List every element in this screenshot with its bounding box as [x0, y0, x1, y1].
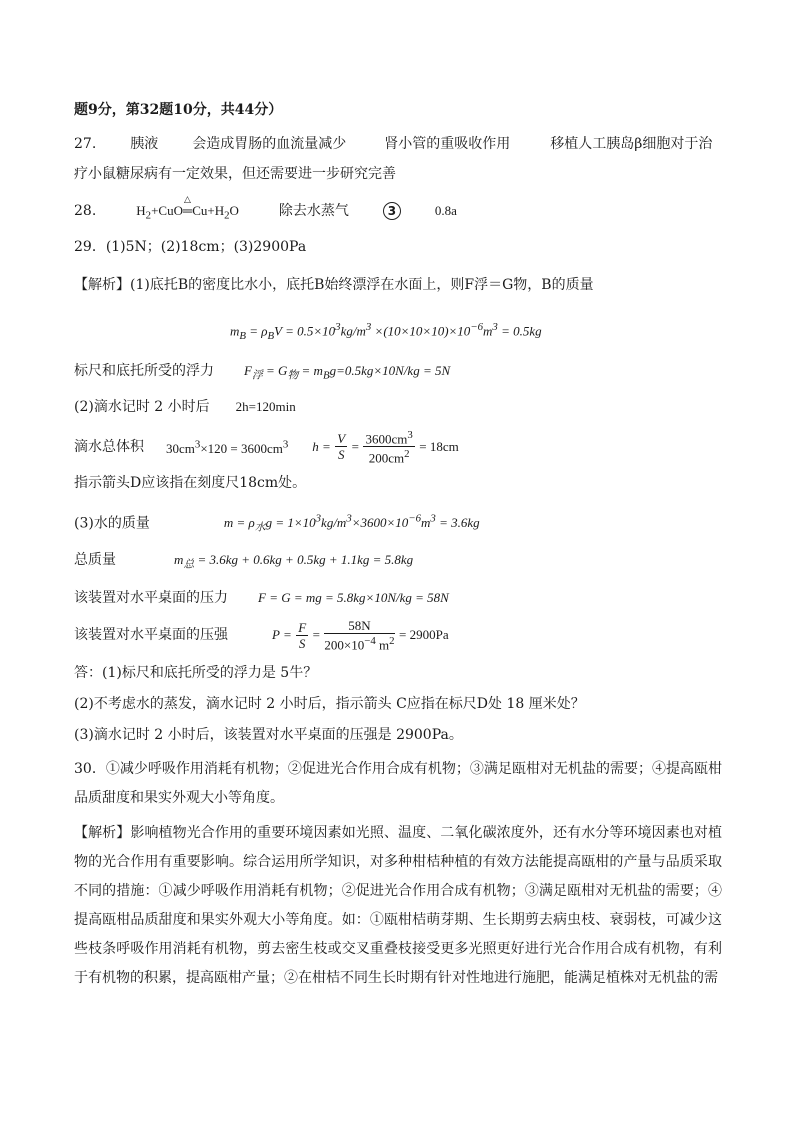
q28-answer-4: 0.8a — [434, 203, 457, 218]
q29-press-label: 该装置对水平桌面的压强 — [74, 627, 228, 644]
q30-answer: 30．①减少呼吸作用消耗有机物；②促进光合作用合成有机物；③满足瓯柑对无机盐的需要；④提高瓯柑品质甜度和果实外观大小等角度。 — [74, 761, 722, 806]
q29-eq-h-lhs: h = — [312, 438, 331, 454]
q30-analysis: 【解析】影响植物光合作用的重要环境因素如光照、温度、二氧化碳浓度外，还有水分等环境因素也对植物的光合作用有重要影响。综合运用所学知识，对多种柑桔种植的有效方法能提高瓯柑的产量与品质采取不同的措施：①减少呼吸作用消耗有机物；②促进光合作用合成有机物；③满足瓯柑对无机盐的需要；④提高瓯柑品质甜度和果实外观大小等角度。如：①瓯柑桔萌芽期、生长期剪去病虫枝、衰弱枝，可减少这些枝条呼吸作用消耗有机物，剪去密生枝或交叉重叠枝接受更多光照更好进行光合作用合成有机物，有利于有机物的积累，提高瓯柑产量；②在柑桔不同生长时期有针对性地进行施肥，能满足植株对无机盐的需 — [74, 825, 722, 986]
q27-line1 — [74, 135, 712, 153]
q29-eq-force: F = G = mg = 5.8kg×10N/kg = 58N — [258, 590, 449, 605]
q29-force-label: 该装置对水平桌面的压力 — [74, 590, 228, 606]
q29-eq-mass-b: $m_B = \rho_BV = 0.5\times 10^3kg/m^3 \times(10\times 10\times 10)\times 10^{-6}m^3 = 0.5kg$ — [230, 321, 542, 342]
q27-answer-3: 肾小管的重吸收作用 — [384, 136, 511, 152]
q29-answer: 29．(1)5N；(2)18cm；(3)2900Pa — [74, 239, 307, 255]
q29-ans-1: 答：(1)标尺和底托所受的浮力是 5牛？ — [74, 665, 318, 681]
q28-answer-3: 3 — [383, 202, 401, 220]
q29-ans-3: (3)滴水记时 2 小时后，该装置对水平桌面的压强是 2900Pa。 — [74, 727, 463, 743]
q29-buoy-row — [74, 362, 450, 385]
q29-p2-row — [74, 398, 296, 416]
q29-eq-h-result: = 18cm — [419, 438, 459, 454]
q29-p2-time: 2h=120min — [235, 399, 296, 414]
q29-vol-row: 滴水总体积 $30cm^3\times 120 = 3600cm^3$ h = $\frac{V}{S}$ = $\frac{3600cm^3}{200cm^2}$ = 18cm — [74, 429, 459, 466]
section-header: 题9分，第32题10分，共44分） — [74, 102, 283, 118]
q28-number: 28. — [74, 203, 97, 219]
q29-eq-press-frac2: $\frac{58N}{200\times 10^{-4} m^2}$ — [324, 618, 395, 653]
q27-line2: 疗小鼠糖尿病有一定效果，但还需要进一步研究完善 — [74, 166, 396, 182]
q29-eq-press-result: = 2900Pa — [399, 627, 449, 643]
q29-eq-vol: $30cm^3\times 120 = 3600cm^3$ — [166, 438, 289, 456]
q27-answer-4: 移植人工胰岛β细胞对于治 — [550, 136, 713, 152]
q27-number: 27. — [74, 136, 97, 152]
q29-eq-water: $m = \rho_水g = 1\times 10^3kg/m^3\times 3600\times 10^{-6}m^3 = 3.6kg$ — [223, 513, 480, 534]
q29-eq-press-frac1: $\frac{F}{S}$ — [298, 619, 307, 651]
q29-water-label: (3)水的质量 — [74, 515, 150, 532]
q29-water-row — [74, 510, 480, 537]
q29-force-row — [74, 589, 449, 607]
q29-eq-total: $m_总 = 3.6kg + 0.6kg + 0.5kg + 1.1kg = 5.8kg$ — [174, 552, 414, 571]
q29-eq-press-lhs: P = — [272, 627, 292, 643]
q29-p2-label: (2)滴水记时 2 小时后 — [74, 399, 210, 415]
q29-press-row: 该装置对水平桌面的压强 P = $\frac{F}{S}$ = $\frac{58N}{200\times 10^{-4} m^2}$ = 2900Pa — [74, 618, 449, 653]
q29-total-label: 总质量 — [74, 552, 116, 568]
q29-eq-h-frac2: $\frac{3600cm^3}{200cm^2}$ — [365, 429, 413, 466]
q28-answer-2: 除去水蒸气 — [278, 203, 349, 219]
q29-total-row — [74, 551, 413, 574]
q29-ans-2: (2)不考虑水的蒸发，滴水记时 2 小时后，指示箭头 C应指在标尺D处 18 厘米处？ — [74, 696, 585, 712]
q29-eq-buoy: $F_浮 = G_物 = m_Bg=0.5kg\times 10N/kg = 5N$ — [244, 363, 451, 382]
q29-eq-h-frac1: $\frac{V}{S}$ — [337, 431, 346, 463]
q28-equation: $H_2+CuO\triangle$ $═Cu+H_2O$ — [136, 203, 239, 218]
q28-line — [74, 202, 457, 225]
q29-arrow-note: 指示箭头D应该指在刻度尺18cm处。 — [74, 475, 307, 491]
q27-answer-2: 会造成胃肠的血流量减少 — [192, 136, 347, 152]
q29-vol-label: 滴水总体积 — [74, 438, 144, 455]
q29-buoy-label: 标尺和底托所受的浮力 — [74, 363, 214, 379]
q29-analysis-intro: 【解析】(1)底托B的密度比水小，底托B始终漂浮在水面上，则F浮＝G物，B的质量 — [74, 277, 594, 293]
q27-answer-1: 胰液 — [130, 136, 159, 152]
